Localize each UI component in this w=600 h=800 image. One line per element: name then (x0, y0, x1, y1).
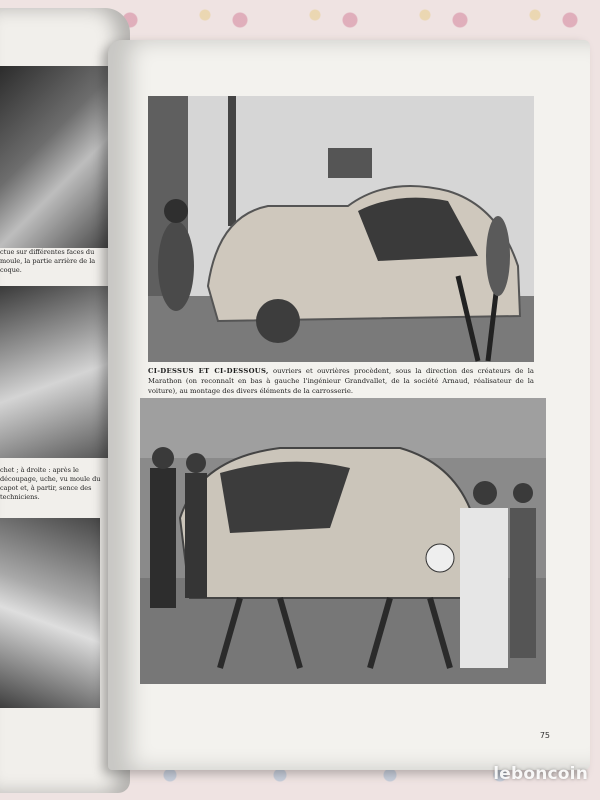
photo-car-body-drawing (148, 96, 534, 362)
left-photo-top (0, 66, 118, 248)
left-caption-2: chet ; à droite : après le découpage, uche, vu moule du capot et, à partir, sence des techniciens. (0, 466, 101, 501)
left-caption-1: ctue sur différentes faces du moule, la partie arrière de la coque. (0, 248, 96, 274)
leboncoin-watermark: leboncoin (493, 764, 588, 784)
right-page (108, 40, 590, 770)
caption-body: ouvriers et ouvrières procèdent, sous la direction des créateurs de la Marathon (on reconnaît en bas à gauche l'ingénieur Grandvallet, de la société Arnaud, réalisateur de la voiture), au montage des divers éléments de la carrosserie. (148, 367, 534, 395)
left-photo-bottom (0, 518, 100, 708)
photo-caption (148, 366, 534, 396)
photo-car-assembly (140, 398, 546, 684)
caption-lead: CI-DESSUS ET CI-DESSOUS, (148, 367, 269, 375)
left-photo-middle (0, 286, 112, 458)
photo-car-assembly-drawing (140, 398, 546, 684)
photo-car-body-workshop (148, 96, 534, 362)
page-number: 75 (539, 731, 550, 740)
